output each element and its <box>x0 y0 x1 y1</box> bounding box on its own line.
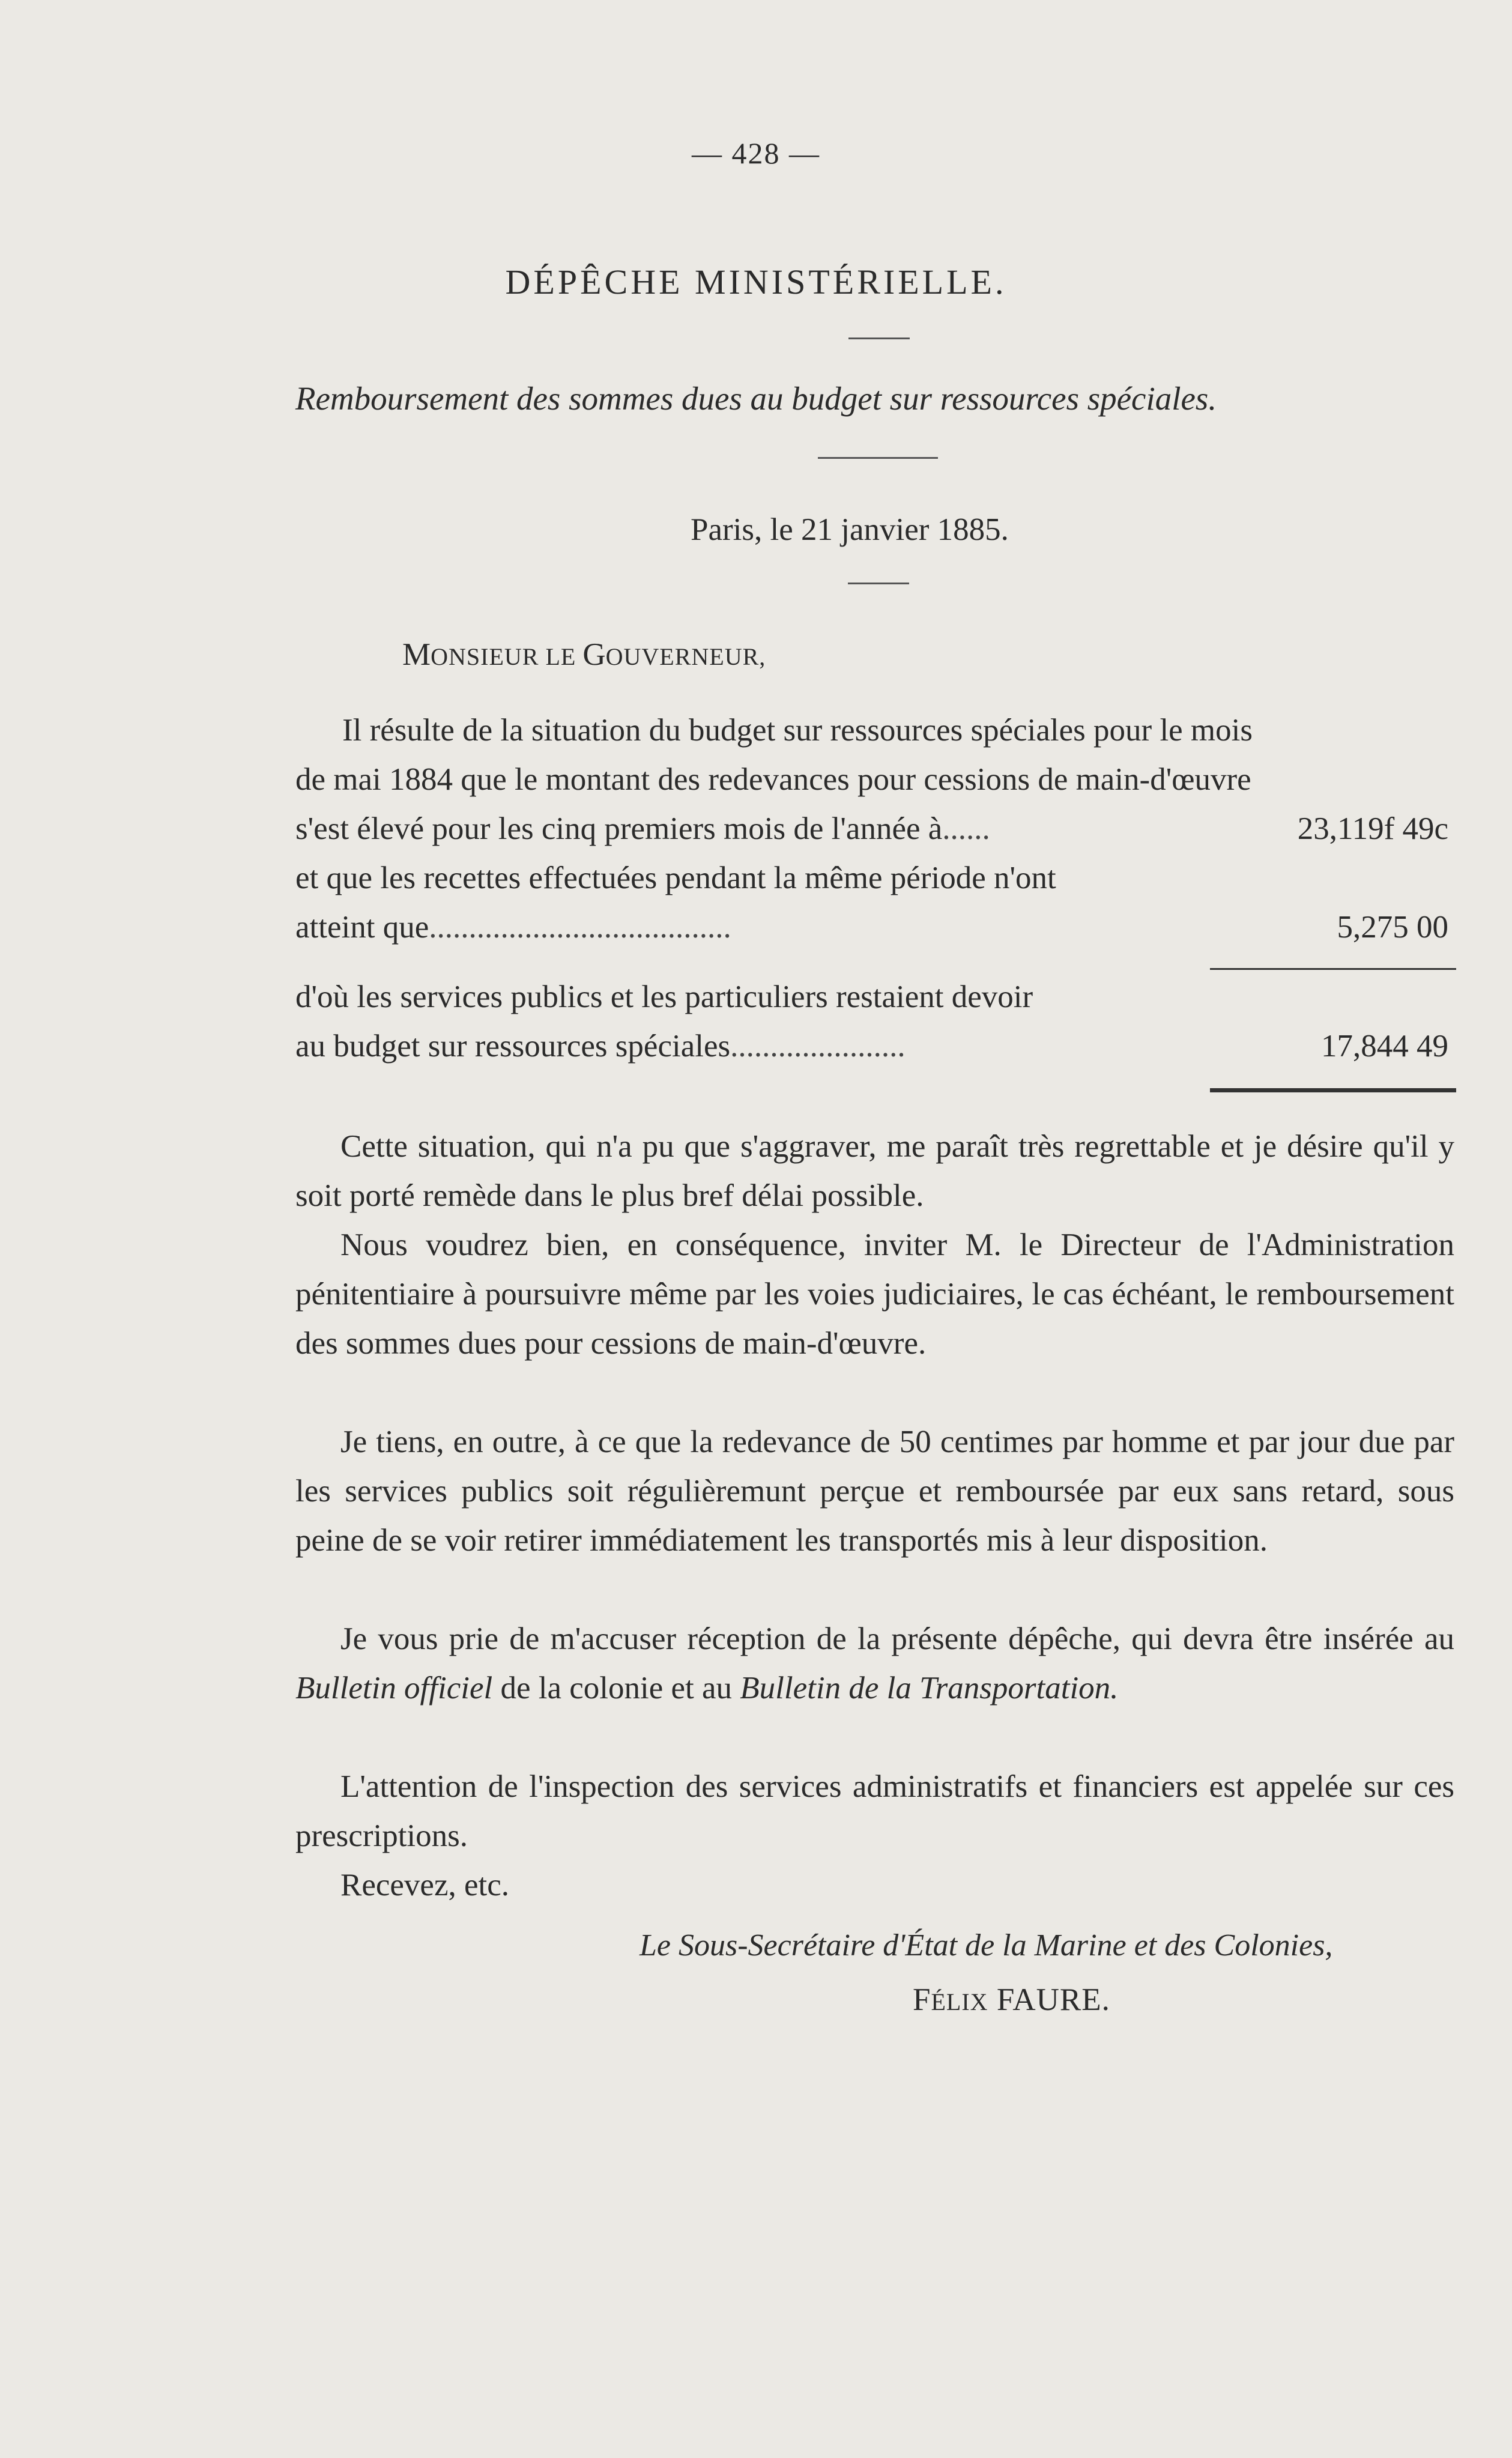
signature-initial: F <box>913 1982 931 2017</box>
paragraph <box>295 1614 1454 1713</box>
paragraph: L'attention de l'inspection des services administratifs et financiers est appelée sur ces prescriptions. <box>295 1769 1454 1853</box>
leader-dots: ...................... <box>730 1029 906 1064</box>
salutation-initial-1: M <box>402 637 431 672</box>
paragraph: Cette situation, qui n'a pu que s'aggraver, me paraît très regrettable et je désire qu'il y soit porté remède dans le plus bref délai possible. <box>295 1129 1454 1213</box>
closing: Recevez, etc. <box>340 1868 509 1903</box>
paragraph-text: de la colonie et au <box>492 1671 740 1706</box>
account-line: et que les recettes effectuées pendant la même période n'ont <box>295 861 1056 895</box>
document-subtitle: Remboursement des sommes dues au budget sur ressources spéciales. <box>295 380 1217 417</box>
intro-line: Il résulte de la situation du budget sur ressources spéciales pour le mois <box>342 713 1253 748</box>
signature-first-name: ÉLIX <box>931 1988 988 2015</box>
salutation-rest-1: ONSIEUR LE <box>431 643 583 670</box>
account-label: atteint que <box>295 910 429 945</box>
double-sum-rule <box>1210 1088 1456 1092</box>
account-label: s'est élevé pour les cinq premiers mois de l'année à <box>295 811 943 846</box>
account-label: au budget sur ressources spéciales <box>295 1029 731 1064</box>
salutation-initial-2: G <box>582 637 606 672</box>
account-row-total-due <box>295 811 1454 847</box>
dateline: Paris, le 21 janvier 1885. <box>691 512 1009 547</box>
leader-dots: ...................................... <box>429 910 731 945</box>
account-line: d'où les services publics et les particuliers restaient devoir <box>295 979 1033 1014</box>
bulletin-transportation: Bulletin de la Transportation. <box>740 1671 1119 1706</box>
sum-rule <box>1210 968 1456 970</box>
paragraph: Nous voudrez bien, en conséquence, inviter M. le Directeur de l'Administration pénitentiaire à poursuivre même par les voies judiciaires, le cas échéant, le remboursement des sommes dues pour cessions de main-d'œuvre. <box>295 1227 1454 1361</box>
account-row-received <box>295 909 1454 945</box>
leader-dots: ...... <box>942 811 990 846</box>
signature-name <box>913 1982 1110 2018</box>
title-rule <box>848 338 910 339</box>
amount-total-due: 23,119f 49c <box>1297 811 1448 846</box>
page-number: — 428 — <box>692 136 820 170</box>
intro-line: de mai 1884 que le montant des redevances pour cessions de main-d'œuvre <box>295 762 1251 797</box>
dateline-rule <box>848 583 909 584</box>
paragraph: Je tiens, en outre, à ce que la redevance de 50 centimes par homme et par jour due par les services publics soit régulièremunt perçue et remboursée par eux sans retard, sous peine de se voir retirer immédiatement les transportés mis à leur disposition. <box>295 1424 1454 1558</box>
account-row-balance <box>295 1028 1454 1064</box>
subtitle-rule <box>818 457 938 459</box>
salutation-rest-2: OUVERNEUR, <box>605 643 766 670</box>
document-title: DÉPÊCHE MINISTÉRIELLE. <box>505 262 1007 301</box>
signature-title: Le Sous-Secrétaire d'État de la Marine et des Colonies, <box>640 1928 1333 1963</box>
amount-balance: 17,844 49 <box>1321 1029 1448 1064</box>
salutation <box>402 637 766 673</box>
paragraph-text: Je vous prie de m'accuser réception de la présente dépêche, qui devra être insérée au <box>340 1621 1454 1656</box>
signature-last-name: FAURE. <box>988 1982 1110 2017</box>
amount-received: 5,275 00 <box>1337 910 1448 945</box>
bulletin-officiel: Bulletin officiel <box>295 1671 493 1706</box>
